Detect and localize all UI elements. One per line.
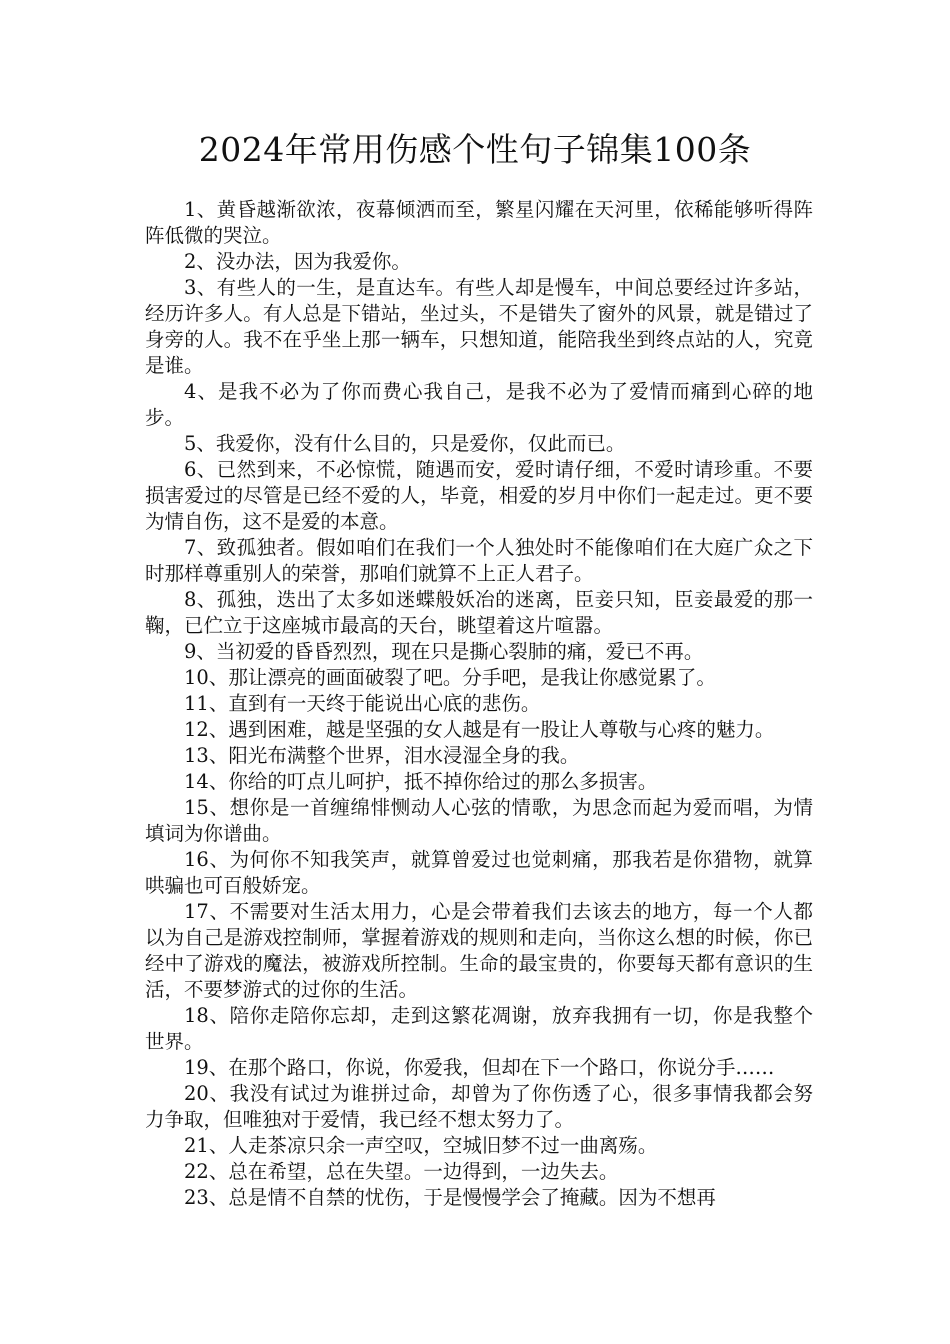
paragraph-2: 2、没办法，因为我爱你。 bbox=[184, 250, 411, 273]
paragraph-21: 21、人走茶凉只余一声空叹，空城旧梦不过一曲离殇。 bbox=[184, 1134, 658, 1157]
paragraph-8: 8、孤独，迭出了太多如迷蝶般妖冶的迷离，臣妾只知，臣妾最爱的那一鞠，已伫立于这座城市最高的天台，眺望着这片喧嚣。 bbox=[145, 588, 813, 637]
paragraph-19: 19、在那个路口，你说，你爱我，但却在下一个路口，你说分手…… bbox=[184, 1056, 775, 1079]
paragraph-4: 4、是我不必为了你而费心我自己，是我不必为了爱情而痛到心碎的地步。 bbox=[145, 380, 813, 429]
paragraph-12: 12、遇到困难，越是坚强的女人越是有一股让人尊敬与心疼的魅力。 bbox=[184, 718, 775, 741]
paragraph-13: 13、阳光布满整个世界，泪水浸湿全身的我。 bbox=[184, 744, 580, 767]
paragraph-23: 23、总是情不自禁的忧伤，于是慢慢学会了掩藏。因为不想再 bbox=[184, 1186, 716, 1209]
paragraph-15: 15、想你是一首缠绵悱恻动人心弦的情歌，为思念而起为爱而唱，为情填词为你谱曲。 bbox=[145, 796, 813, 845]
paragraph-7: 7、致孤独者。假如咱们在我们一个人独处时不能像咱们在大庭广众之下时那样尊重别人的荣誉，那咱们就算不上正人君子。 bbox=[145, 536, 813, 585]
paragraph-14: 14、你给的叮点儿呵护，抵不掉你给过的那么多损害。 bbox=[184, 770, 658, 793]
paragraph-1: 1、黄昏越渐欲浓，夜幕倾洒而至，繁星闪耀在天河里，依稀能够听得阵阵低微的哭泣。 bbox=[145, 198, 813, 247]
paragraph-17: 17、不需要对生活太用力，心是会带着我们去该去的地方，每一个人都以为自己是游戏控制师，掌握着游戏的规则和走向，当你这么想的时候，你已经中了游戏的魔法，被游戏所控制。生命的最宝贵的，你要每天都有意识的生活，不要梦游式的过你的生活。 bbox=[145, 900, 813, 1001]
paragraph-6: 6、已然到来，不必惊慌，随遇而安，爱时请仔细，不爱时请珍重。不要损害爱过的尽管是已经不爱的人，毕竟，相爱的岁月中你们一起走过。更不要为情自伤，这不是爱的本意。 bbox=[145, 458, 813, 533]
paragraph-11: 11、直到有一天终于能说出心底的悲伤。 bbox=[184, 692, 541, 715]
paragraph-10: 10、那让漂亮的画面破裂了吧。分手吧，是我让你感觉累了。 bbox=[184, 666, 716, 689]
paragraph-20: 20、我没有试过为谁拼过命，却曾为了你伤透了心，很多事情我都会努力争取，但唯独对于爱情，我已经不想太努力了。 bbox=[145, 1082, 813, 1131]
paragraph-22: 22、总在希望，总在失望。一边得到，一边失去。 bbox=[184, 1160, 619, 1183]
paragraph-9: 9、当初爱的昏昏烈烈，现在只是撕心裂肺的痛，爱已不再。 bbox=[184, 640, 704, 663]
page-title: 2024年常用伤感个性句子锦集100条 bbox=[198, 130, 752, 169]
paragraph-18: 18、陪你走陪你忘却，走到这繁花凋谢，放弃我拥有一切，你是我整个世界。 bbox=[145, 1004, 813, 1053]
document-body bbox=[145, 197, 813, 1211]
paragraph-16: 16、为何你不知我笑声，就算曾爱过也觉刺痛，那我若是你猎物，就算哄骗也可百般娇宠。 bbox=[145, 848, 813, 897]
paragraph-5: 5、我爱你，没有什么目的，只是爱你，仅此而已。 bbox=[184, 432, 626, 455]
paragraph-3: 3、有些人的一生，是直达车。有些人却是慢车，中间总要经过许多站，经历许多人。有人总是下错站，坐过头，不是错失了窗外的风景，就是错过了身旁的人。我不在乎坐上那一辆车，只想知道，能陪我坐到终点站的人，究竟是谁。 bbox=[145, 276, 813, 377]
